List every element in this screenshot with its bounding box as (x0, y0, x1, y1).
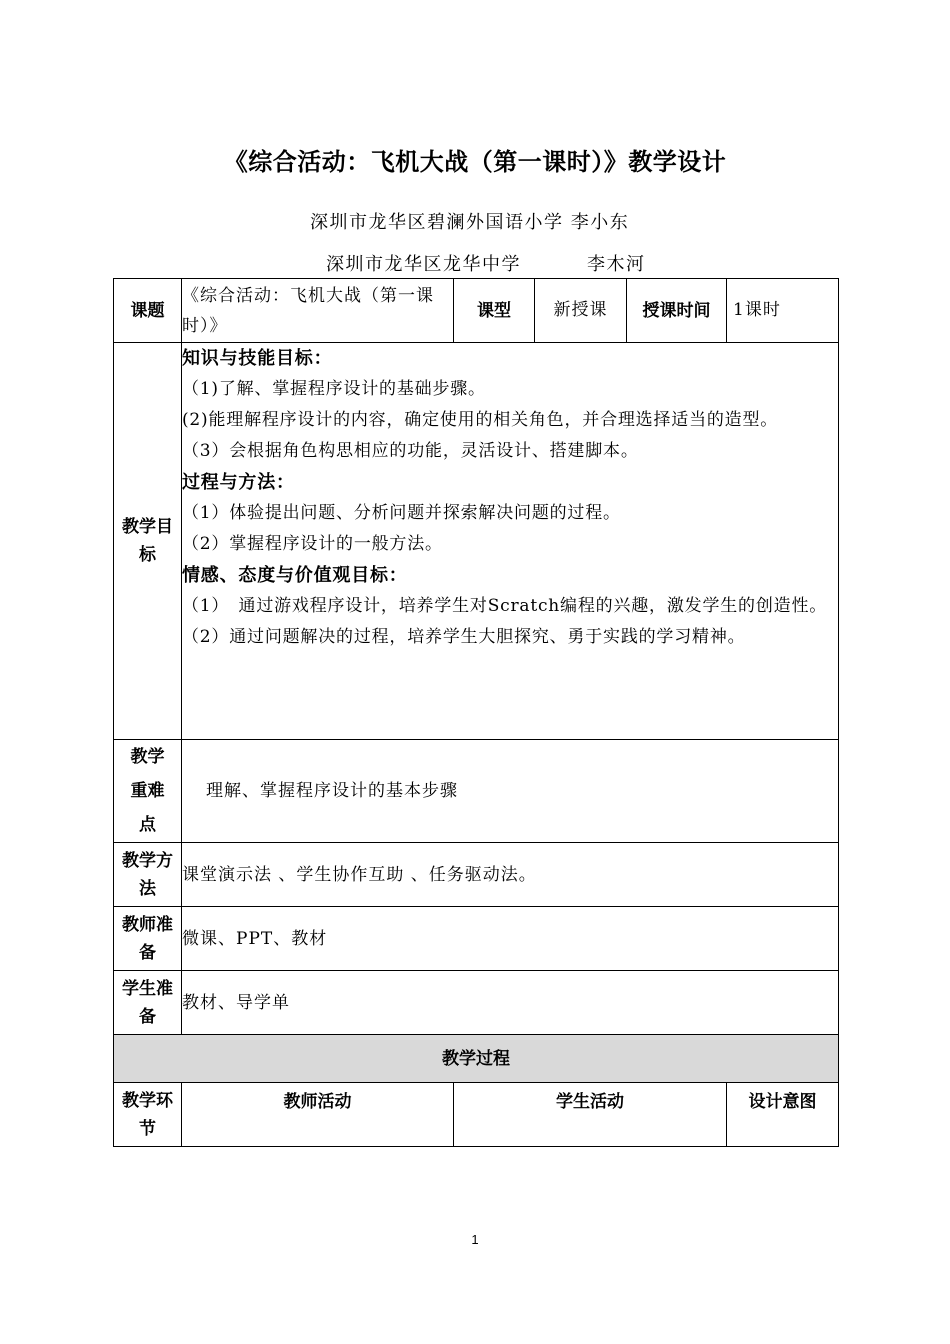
column-stage: 教学环节 (114, 1083, 182, 1147)
knowledge-item: (2)能理解程序设计的内容，确定使用的相关角色，并合理选择适当的造型。 (182, 410, 779, 430)
teacher-prep-row (114, 907, 839, 971)
key-points-label: 教学重难点 (114, 740, 182, 843)
author-2-name: 李木河 (587, 254, 646, 275)
key-points-row (114, 740, 839, 843)
teacher-prep-label: 教师准备 (114, 907, 182, 971)
column-design-intent: 设计意图 (727, 1083, 839, 1147)
knowledge-heading: 知识与技能目标： (182, 348, 333, 369)
process-item: （2）掌握程序设计的一般方法。 (182, 534, 443, 554)
objectives-content (182, 343, 839, 740)
author-2-school: 深圳市龙华区龙华中学 (326, 254, 521, 275)
type-value: 新授课 (535, 279, 627, 343)
author-line-2 (326, 250, 646, 276)
column-teacher-activity: 教师活动 (182, 1083, 454, 1147)
methods-row (114, 843, 839, 907)
teacher-prep-value: 微课、PPT、教材 (182, 907, 839, 971)
process-item: （1）体验提出问题、分析问题并探索解决问题的过程。 (182, 503, 621, 523)
student-prep-value: 教材、导学单 (182, 971, 839, 1035)
methods-value: 课堂演示法 、学生协作互助 、任务驱动法。 (182, 843, 839, 907)
methods-label: 教学方法 (114, 843, 182, 907)
objectives-row (114, 343, 839, 740)
process-heading: 过程与方法： (182, 472, 295, 493)
process-header: 教学过程 (114, 1035, 839, 1083)
process-columns-row (114, 1083, 839, 1147)
time-label: 授课时间 (627, 279, 727, 343)
emotion-item: （1） 通过游戏程序设计，培养学生对Scratch编程的兴趣，激发学生的创造性。 (182, 596, 828, 616)
student-prep-label: 学生准备 (114, 971, 182, 1035)
knowledge-item: （3）会根据角色构思相应的功能，灵活设计、搭建脚本。 (182, 441, 639, 461)
topic-label: 课题 (114, 279, 182, 343)
emotion-item: （2）通过问题解决的过程，培养学生大胆探究、勇于实践的学习精神。 (182, 627, 746, 647)
emotion-heading: 情感、态度与价值观目标： (182, 565, 408, 586)
key-points-value: 理解、掌握程序设计的基本步骤 (182, 740, 839, 843)
time-value: 1课时 (727, 279, 839, 343)
page-number: 1 (471, 1232, 479, 1247)
objectives-label: 教学目标 (114, 343, 182, 740)
type-label: 课型 (454, 279, 535, 343)
info-row (114, 279, 839, 343)
student-prep-row (114, 971, 839, 1035)
author-line-1: 深圳市龙华区碧澜外国语小学 李小东 (310, 212, 630, 233)
knowledge-item: （1)了解、掌握程序设计的基础步骤。 (182, 379, 486, 399)
lesson-plan-table (113, 278, 839, 1147)
topic-value: 《综合活动：飞机大战（第一课时）》 (182, 279, 454, 343)
process-header-row (114, 1035, 839, 1083)
document-title: 《综合活动：飞机大战（第一课时）》教学设计 (223, 148, 727, 176)
column-student-activity: 学生活动 (454, 1083, 727, 1147)
